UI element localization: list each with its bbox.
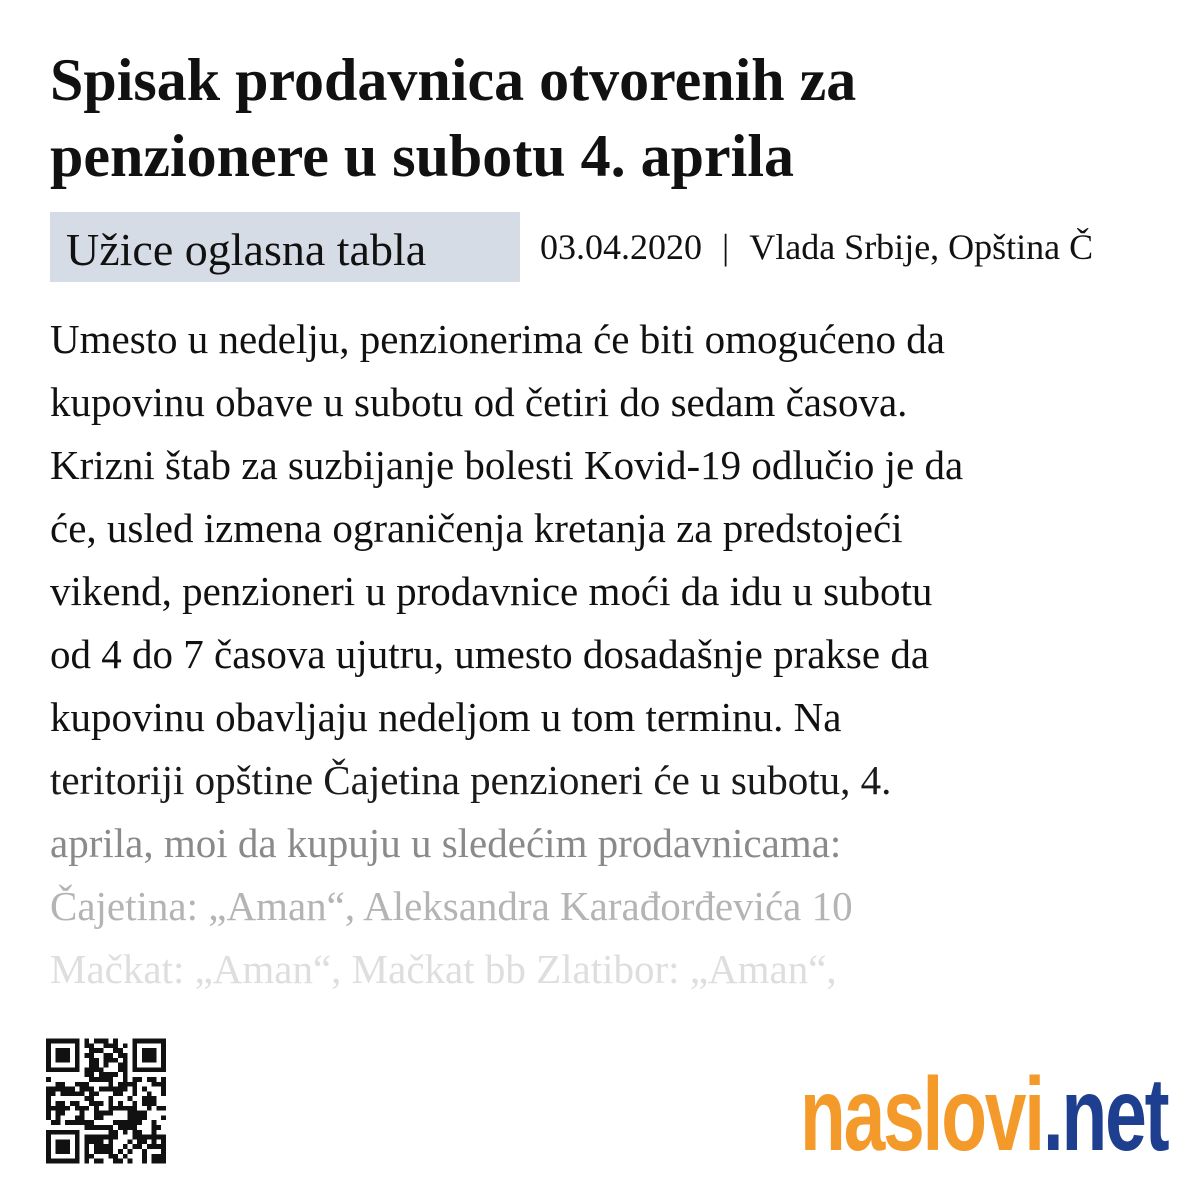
body-line: će, usled izmena ograničenja kretanja za predstojeći	[50, 505, 903, 551]
body-line: kupovinu obave u subotu od četiri do sedam časova.	[50, 379, 908, 425]
qr-code-graphic	[46, 1038, 166, 1164]
meta-separator: |	[722, 227, 730, 267]
body-line: Mačkat: „Aman“, Mačkat bb Zlatibor: „Aman“,	[50, 946, 837, 992]
body-line: od 4 do 7 časova ujutru, umesto dosadašnje prakse da	[50, 631, 930, 677]
logo-part-naslovi: naslovi	[800, 1057, 1043, 1173]
body-line: teritoriji opštine Čajetina penzioneri će u subotu, 4.	[50, 757, 892, 803]
body-line: Čajetina: „Aman“, Aleksandra Karađorđevića 10	[50, 883, 853, 929]
publish-date: 03.04.2020	[540, 227, 702, 267]
headline	[50, 42, 1170, 194]
qr-code-icon[interactable]	[46, 1038, 166, 1164]
article-tags[interactable]: Vlada Srbije, Opština Č	[749, 227, 1094, 267]
headline-line: penzionere u subotu 4. aprila	[50, 123, 794, 189]
source-badge[interactable]: Užice oglasna tabla	[50, 212, 520, 282]
article-meta	[50, 212, 1200, 282]
body-line: Umesto u nedelju, penzionerima će biti omogućeno da	[50, 316, 945, 362]
naslovi-logo[interactable]	[800, 1057, 1168, 1173]
body-line: kupovinu obavljaju nedeljom u tom terminu. Na	[50, 694, 842, 740]
article-body	[50, 308, 1170, 998]
body-line: vikend, penzioneri u prodavnice moći da idu u subotu	[50, 568, 933, 614]
meta-info	[540, 222, 1093, 272]
body-line: Krizni štab za suzbijanje bolesti Kovid-19 odlučio je da	[50, 442, 964, 488]
body-line: aprila, moi da kupuju u sledećim prodavnicama:	[50, 820, 842, 866]
headline-line: Spisak prodavnica otvorenih za	[50, 47, 857, 113]
logo-part-net: .net	[1042, 1057, 1168, 1173]
